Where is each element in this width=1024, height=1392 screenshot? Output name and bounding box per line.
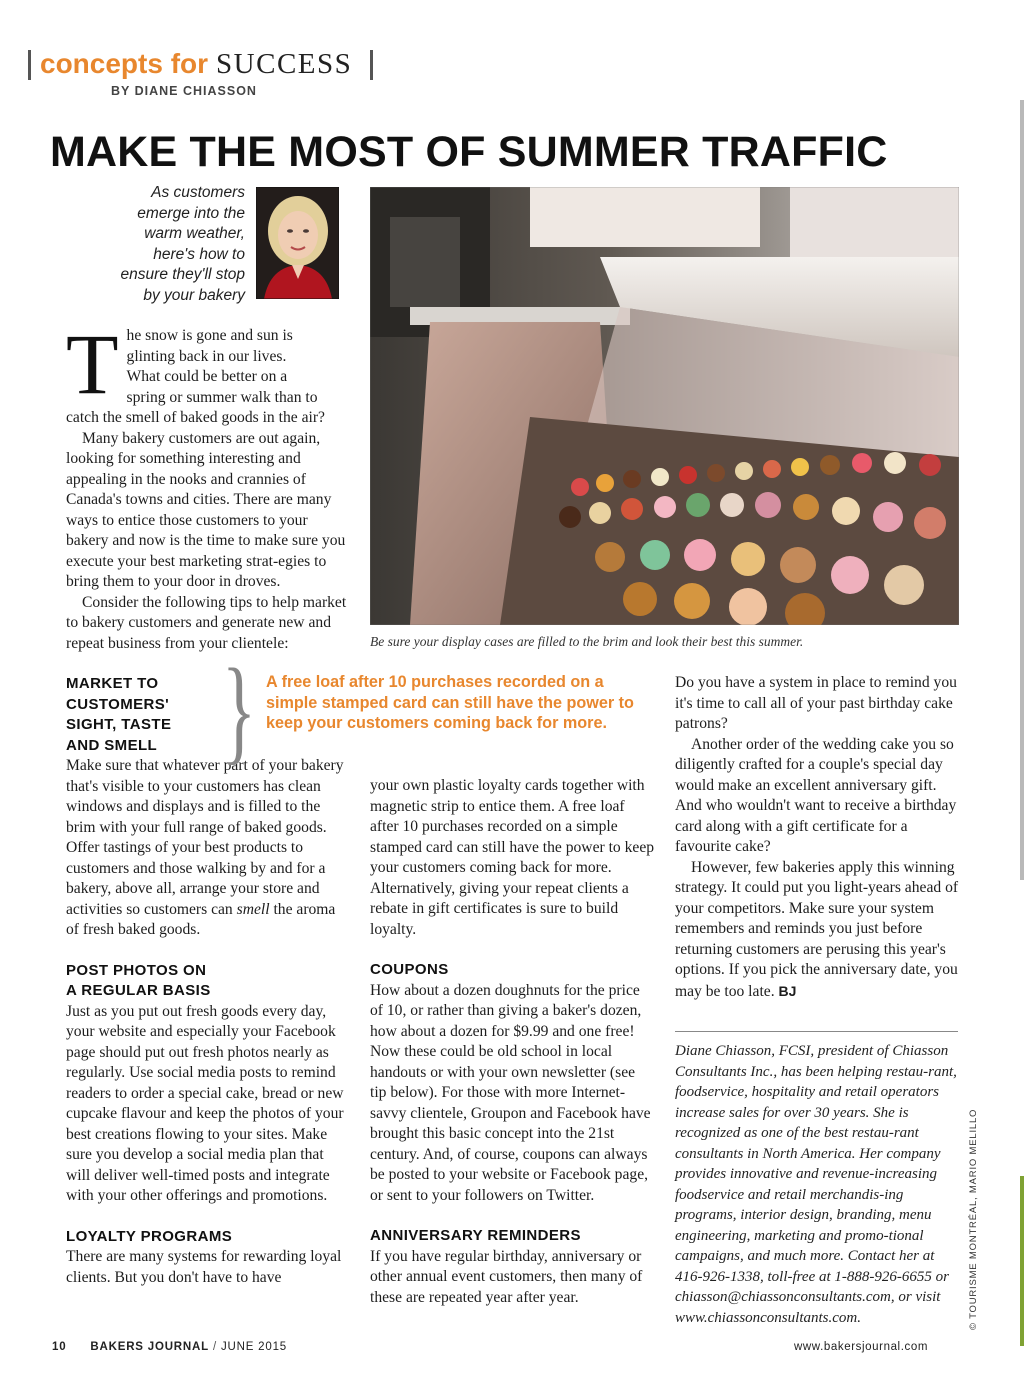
paragraph: Do you have a system in place to remind you it's time to call all of your past birthday cake patrons? — [675, 674, 957, 732]
subhead-photos — [66, 961, 349, 1002]
column-1 — [66, 316, 349, 1288]
deck-line: by your bakery — [143, 286, 245, 304]
page-number: 10 — [52, 1341, 67, 1353]
intro-line: spring or summer walk than to — [126, 388, 318, 406]
byline: BY DIANE CHIASSON — [111, 84, 257, 98]
deck-line: here's how to — [153, 245, 245, 263]
footer-website: www.bakersjournal.com — [794, 1341, 929, 1353]
paragraph — [66, 756, 349, 941]
author-photo — [256, 187, 339, 299]
deck-line: warm weather, — [144, 225, 245, 242]
paragraph: Another order of the wedding cake you so diligently crafted for a couple's special day would make an excellent anniversary gift. And who wouldn't want to receive a birthday card along with a gift certificate for a favourite cake? — [675, 735, 957, 855]
pull-quote: A free loaf after 10 purchases recorded on a simple stamped card can still have the power to keep your customers coming back for more. — [266, 673, 634, 732]
intro-line: glinting back in our lives. — [126, 347, 287, 365]
photo-caption: Be sure your display cases are filled to the brim and look their best this summer. — [370, 634, 804, 649]
paragraph: How about a dozen doughnuts for the price of 10, or rather than giving a baker's dozen, how about a dozen for $9.99 and one free! Now these could be old school in local handouts or with your own newsletter (see tip below). For those with more Internet-savvy clientele, Groupon and Facebook have brought this basic concept into the 21st century. And, of course, coupons can always be posted to your website or Facebook page, or sent to your followers on Twitter. — [370, 981, 651, 1204]
paragraph: Just as you put out fresh goods every day, your website and especially your Facebook page should put out fresh photos nearly as regularly. Use social media posts to remind readers to order a special cake, bread or new cupcake flavour and keep the photos of your best creations flowing to your sites. Make sure you develop a social media plan that will deliver well-timed posts and integrate with your other offerings and promotions. — [66, 1002, 344, 1204]
header-bar-right — [370, 50, 373, 80]
section-header-concepts: concepts for — [40, 48, 209, 79]
paragraph — [675, 858, 963, 1003]
paragraph: Consider the following tips to help market to bakery customers and generate new and repeat business from your clientele: — [66, 593, 347, 652]
bakery-display-photo — [370, 187, 959, 625]
headline: MAKE THE MOST OF SUMMER TRAFFIC — [50, 128, 888, 176]
paragraph: Many bakery customers are out again, looking for something interesting and appealing in the nooks and crannies of Canada's towns and cities. There are many ways to entice those customers to your bakery and now is the time to make sure you execute your best marketing strat-egies to bring them to your door in droves. — [66, 429, 346, 590]
paragraph: If you have regular birthday, anniversary or other annual event customers, then many of these are repeated year after year. — [370, 1247, 643, 1306]
bio-divider — [675, 1031, 958, 1032]
page-edge-strip — [1020, 1176, 1024, 1346]
subhead-line: AND SMELL — [66, 736, 158, 754]
issue-date: JUNE 2015 — [220, 1341, 287, 1353]
intro-line: he snow is gone and sun is — [126, 327, 293, 344]
subhead-anniversary: ANNIVERSARY REMINDERS — [370, 1227, 581, 1244]
footer-left: 10 BAKERS JOURNAL / JUNE 2015 — [52, 1341, 287, 1353]
subhead-loyalty: LOYALTY PROGRAMS — [66, 1227, 233, 1245]
section-header-success: SUCCESS — [216, 48, 353, 80]
subhead-line: POST PHOTOS ON — [66, 961, 207, 979]
deck-line: As customers — [151, 184, 245, 201]
column-3 — [675, 673, 963, 1002]
deck-line: emerge into the — [137, 204, 245, 222]
paragraph-emphasis: smell — [236, 900, 270, 918]
section-header — [40, 48, 352, 81]
subhead-line: A REGULAR BASIS — [66, 982, 211, 999]
paragraph: There are many systems for rewarding loyal clients. But you don't have to have — [66, 1248, 342, 1286]
deck-line: ensure they'll stop — [120, 266, 245, 283]
intro-line: What could be better on a — [126, 368, 288, 385]
page-edge-strip — [1020, 100, 1024, 880]
subhead-line: SIGHT, TASTE — [66, 716, 172, 733]
paragraph-text: Make sure that whatever part of your bakery that's visible to your customers has clean windows and displays and is filled to the brim with your full range of baked goods. Offer tastings of your best products to customers and those walking by and for a bakery, above all, arrange your store and activities so customers can — [66, 757, 344, 918]
subhead-line: CUSTOMERS' — [66, 695, 170, 713]
subhead-coupons: COUPONS — [370, 961, 449, 978]
column-2 — [370, 776, 655, 1308]
end-mark: BJ — [778, 982, 797, 999]
subhead-line: MARKET TO — [66, 675, 159, 692]
header-bar-left — [28, 50, 31, 80]
paragraph-text: the aroma of fresh baked goods. — [66, 900, 336, 938]
drop-cap: T — [66, 316, 119, 412]
paragraph-text: However, few bakeries apply this winning strategy. It could put you light-years ahead of your competitors. Make sure your system remembers and reminds you just before returning customers are perusing this year's options. If you pick the anniversary date, you may be too late. — [675, 858, 959, 1000]
intro-line: catch the smell of baked goods in the air? — [66, 409, 325, 426]
deck — [70, 183, 245, 306]
paragraph: your own plastic loyalty cards together with magnetic strip to entice them. A free loaf after 10 purchases recorded on a simple stamped card can still have the power to keep your customers coming back for more. Alternatively, giving your repeat clients a rebate in gift certificates is sure to build loyalty. — [370, 777, 655, 938]
author-bio: Diane Chiasson, FCSI, president of Chiasson Consultants Inc., has been helping restau-rant, foodservice, hospitality and retail operators increase sales for over 30 years. She is recognized as one of the best restau-rant consultants in North America. Her company provides innovative and revenue-increasing foodservice and retail merchandis-ing programs, interior design, branding, menu engineering, marketing and promo-tional campaigns, and much more. Contact her at 416-926-1338, toll-free at 1-888-926-6655 or chiasson@chiassonconsultants.com, or visit www.chiassonconsultants.com. — [675, 1043, 957, 1326]
magazine-name: BAKERS JOURNAL — [90, 1341, 209, 1353]
photo-credit: © TOURISME MONTRÉAL, MARIO MELILLO — [968, 1108, 979, 1330]
pull-quote-brace: } — [222, 644, 256, 775]
